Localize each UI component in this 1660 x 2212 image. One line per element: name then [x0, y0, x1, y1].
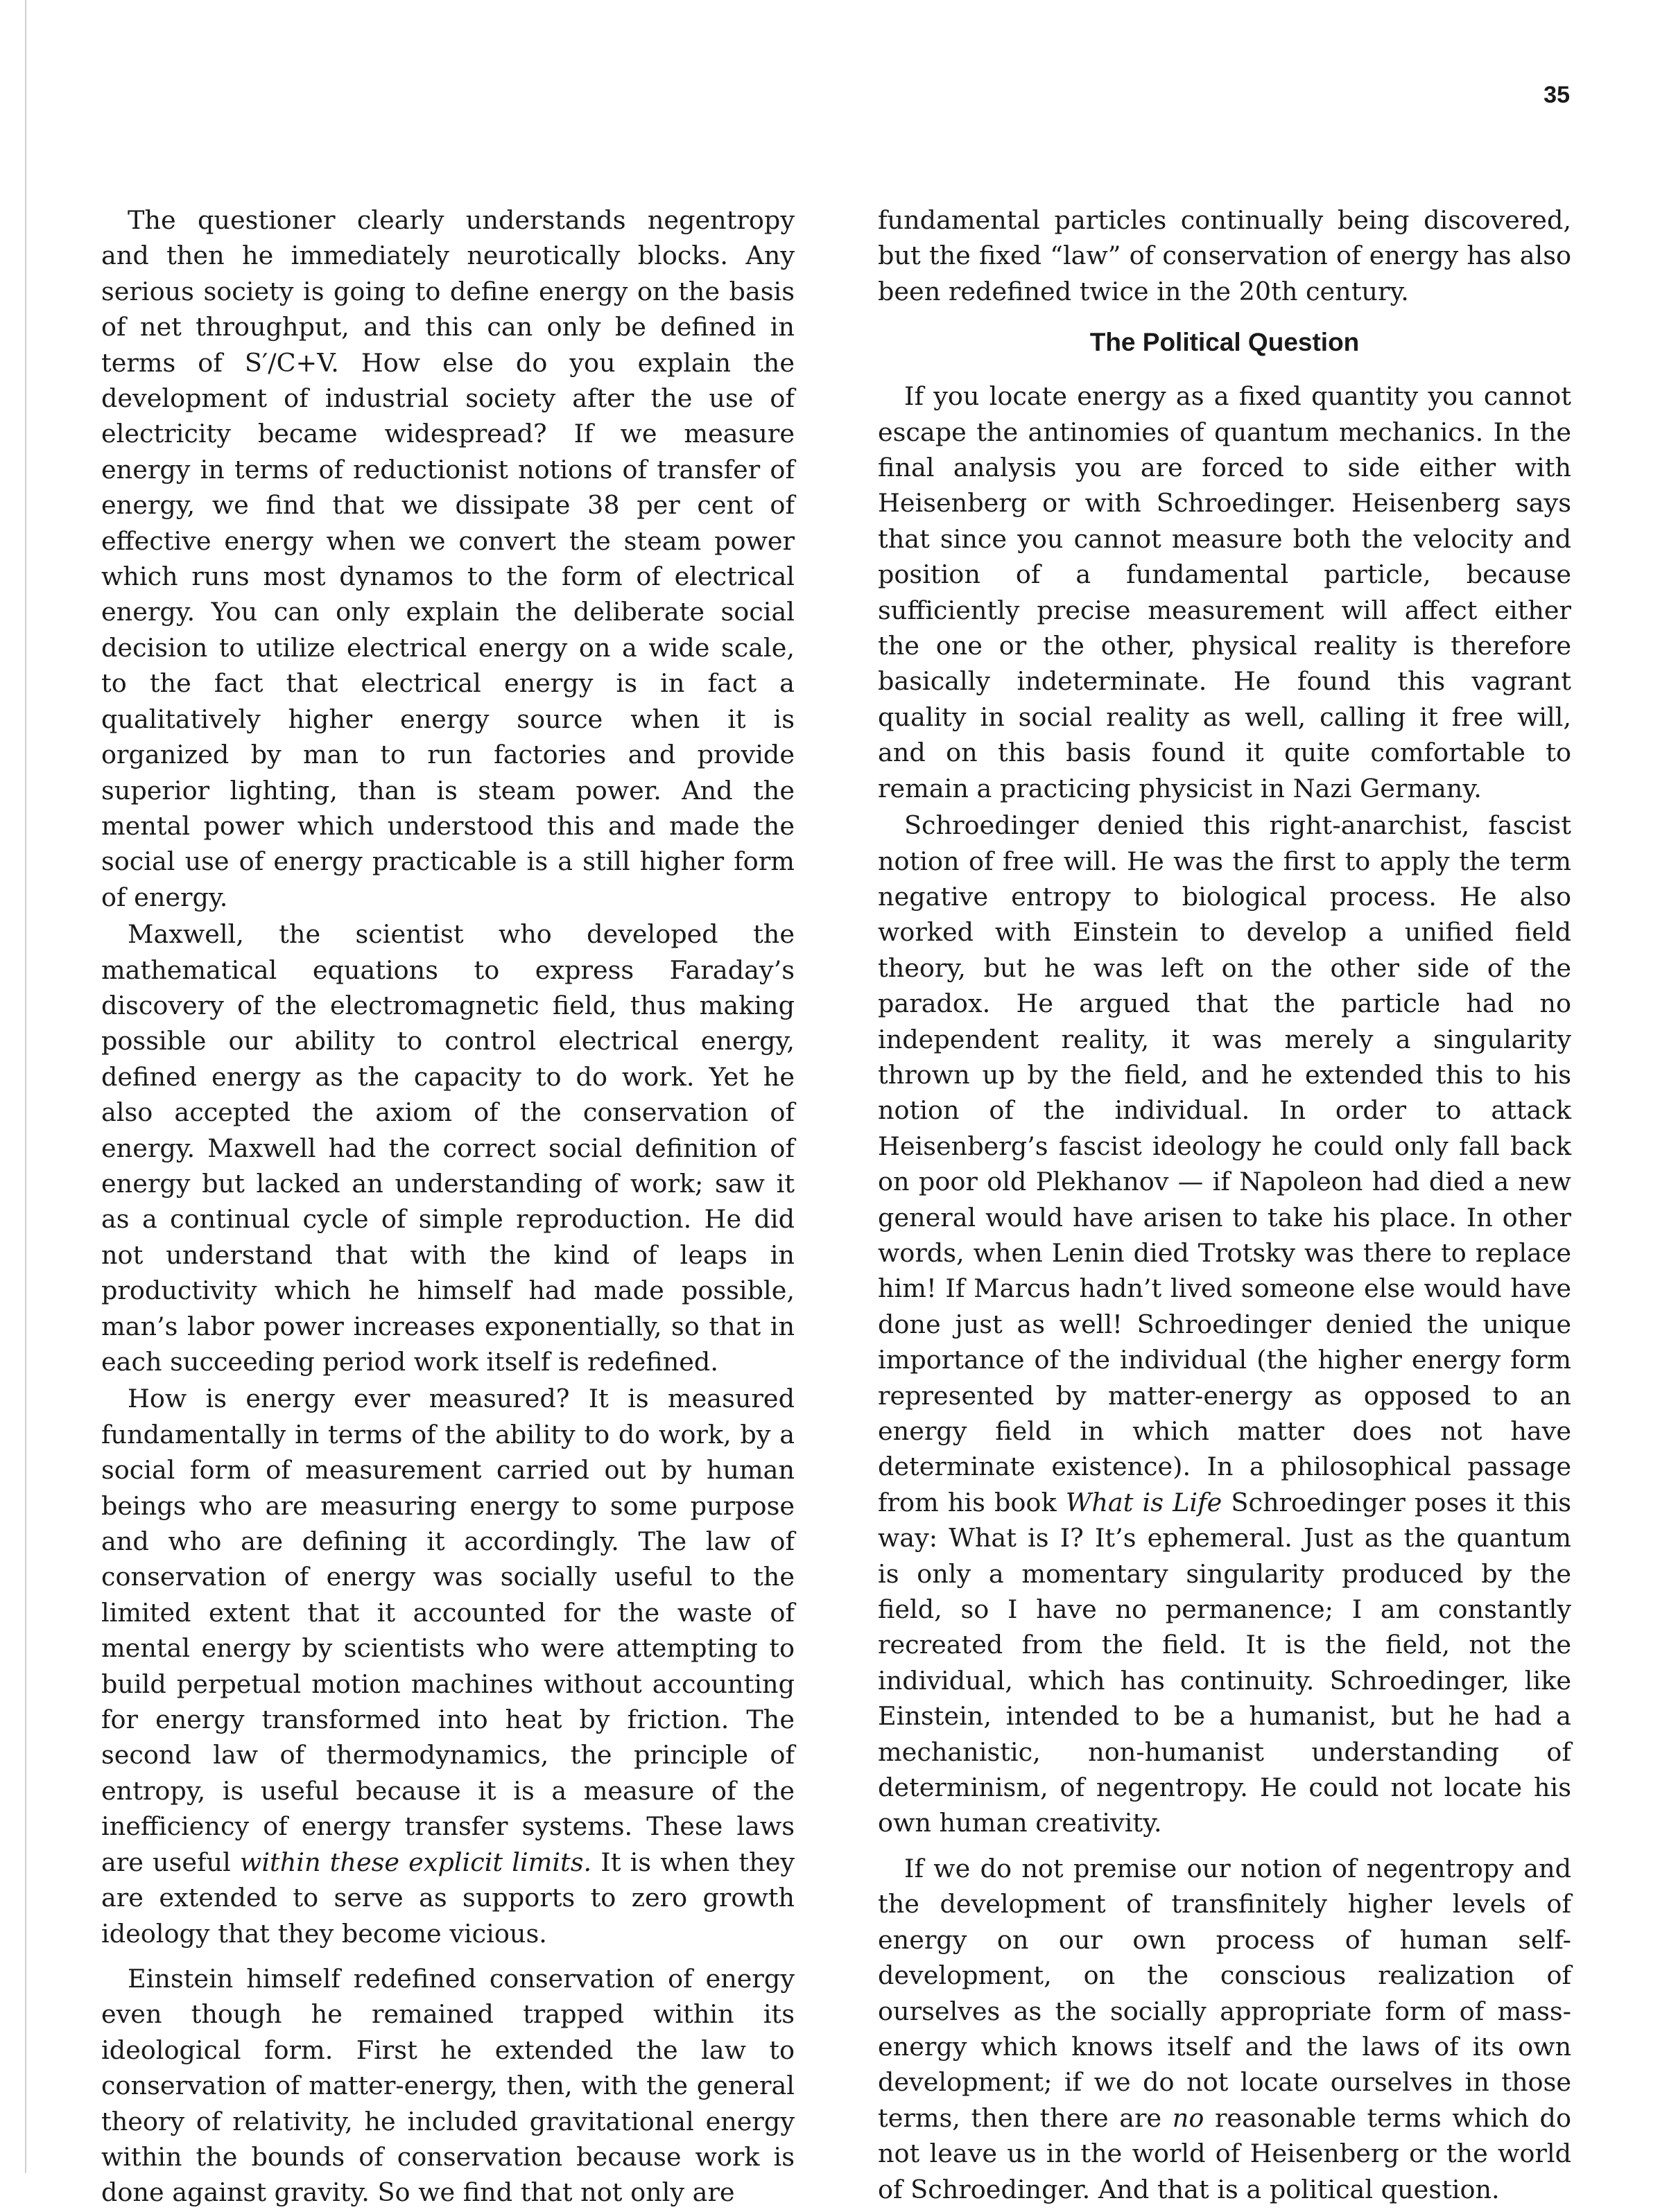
paragraph-text: Schroedinger denied this right-anarchist, fascist notion of free will. He was the first to apply the term negative entropy to biological process. He also worked with Einstein to develop a unified field theory, but he was left on the other side of the paradox. He argued that the particle had no independent reality, it was merely a singularity thrown up by the field, and he extended this to his notion of the individual. In order to attack Heisenberg’s fascist ideology he could only fall back on poor old Plekhanov — if Napoleon had died a new general would have arisen to take his place. In other words, when Lenin died Trotsky was there to replace him! If Marcus hadn’t lived someone else would have done just as well! Schroedinger denied the unique importance of the individual (the higher energy form represented by matter-energy as opposed to an energy field in which matter does not have determinate existence). In a philosophical passage from his book — [878, 810, 1571, 1517]
right-column — [878, 202, 1571, 2209]
paragraph-text: It is when they are extended to serve as supports to zero growth ideology that they become vicious. — [101, 1847, 795, 1949]
body-paragraph: If you locate energy as a fixed quantity you cannot escape the antinomies of quantum mechanics. In the final analysis you are forced to side either with Heisenberg or with Schroedinger. Heisenberg says that since you cannot measure both the velocity and position of a fundamental particle, because sufficiently precise measurement will affect either the one or the other, physical reality is therefore basically indeterminate. He found this vagrant quality in social reality as well, calling it free will, and on this basis found it quite comfortable to remain a practicing physicist in Nazi Germany. — [878, 381, 1571, 803]
page-margin-line — [25, 0, 26, 2173]
book-title: What is Life — [1065, 1487, 1222, 1517]
left-column — [101, 202, 795, 2212]
paragraph-emphasis: no — [1172, 2102, 1204, 2133]
body-paragraph: The questioner clearly understands negentropy and then he immediately neurotically blocks. Any serious society is going to define energy on the basis of net throughput, and this can only be defined in terms of S′/C+V. How else do you explain the development of industrial society after the use of electricity became widespread? If we measure energy in terms of reductionist notions of transfer of energy, we find that we dissipate 38 per cent of effective energy when we convert the steam power which runs most dynamos to the form of electrical energy. You can only explain the deliberate social decision to utilize electrical energy on a wide scale, to the fact that electrical energy is in fact a qualitatively higher energy source when it is organized by man to run factories and provide superior lighting, than is steam power. And the mental power which understood this and made the social use of energy practicable is a still higher form of energy. — [101, 205, 795, 912]
body-paragraph: Einstein himself redefined conservation of energy even though he remained trapped within its ideological form. First he extended the law to conservation of matter-energy, then, with the general theory of relativity, he included gravitational energy within the bounds of conservation because work is done against gravity. So we find that not only are — [101, 1963, 795, 2208]
paragraph-text: Schroedinger poses it this way: What is I? It’s ephemeral. Just as the quantum is only a momentary singularity produced by the field, so I have no permanence; I am constantly recreated from the field. It is the field, not the individual, which has continuity. Schroedinger, like Einstein, intended to be a humanist, but he had a mechanistic, non-humanist understanding of determinism, of negentropy. He could not locate his own human creativity. — [878, 1487, 1572, 1838]
body-paragraph — [878, 808, 1571, 1841]
continued-paragraph: fundamental particles continually being discovered, but the fixed “law” of conservation of energy has also been redefined twice in the 20th century. — [878, 205, 1571, 306]
body-paragraph — [101, 1381, 795, 1951]
paragraph-emphasis: within these explicit limits. — [240, 1847, 592, 1877]
body-paragraph: Maxwell, the scientist who developed the mathematical equations to express Faraday’s discovery of the electromagnetic field, thus making possible our ability to control electrical energy, defined energy as the capacity to do work. Yet he also accepted the axiom of the conservation of energy. Maxwell had the correct social definition of energy but lacked an understanding of work; saw it as a continual cycle of simple reproduction. He did not understand that with the kind of leaps in productivity which he himself had made possible, man’s labor power increases exponentially, so that in each succeeding period work itself is redefined. — [101, 919, 795, 1377]
paragraph-text: reasonable terms which do not leave us in the world of Heisenberg or the world of Schroedinger. And that is a political question. — [878, 2102, 1571, 2204]
paragraph-text: How is energy ever measured? It is measured fundamentally in terms of the ability to do work, by a social form of measurement carried out by human beings who are measuring energy to some purpose and who are defining it accordingly. The law of conservation of energy was socially useful to the limited extent that it accounted for the waste of mental energy by scientists who were attempting to build perpetual motion machines without accounting for energy transformed into heat by friction. The second law of thermodynamics, the principle of entropy, is useful because it is a measure of the inefficiency of energy transfer systems. These laws are useful — [101, 1384, 795, 1877]
section-heading: The Political Question — [1089, 328, 1360, 357]
paragraph-text: If we do not premise our notion of negentropy and the development of transfinitely higher levels of energy on our own process of human self-development, on the conscious realization of ourselves as the socially appropriate form of mass-energy which knows itself and the laws of its own development; if we do not locate ourselves in those terms, then there are — [878, 1853, 1571, 2133]
page-number: 35 — [1544, 82, 1570, 108]
body-paragraph — [878, 1851, 1571, 2207]
